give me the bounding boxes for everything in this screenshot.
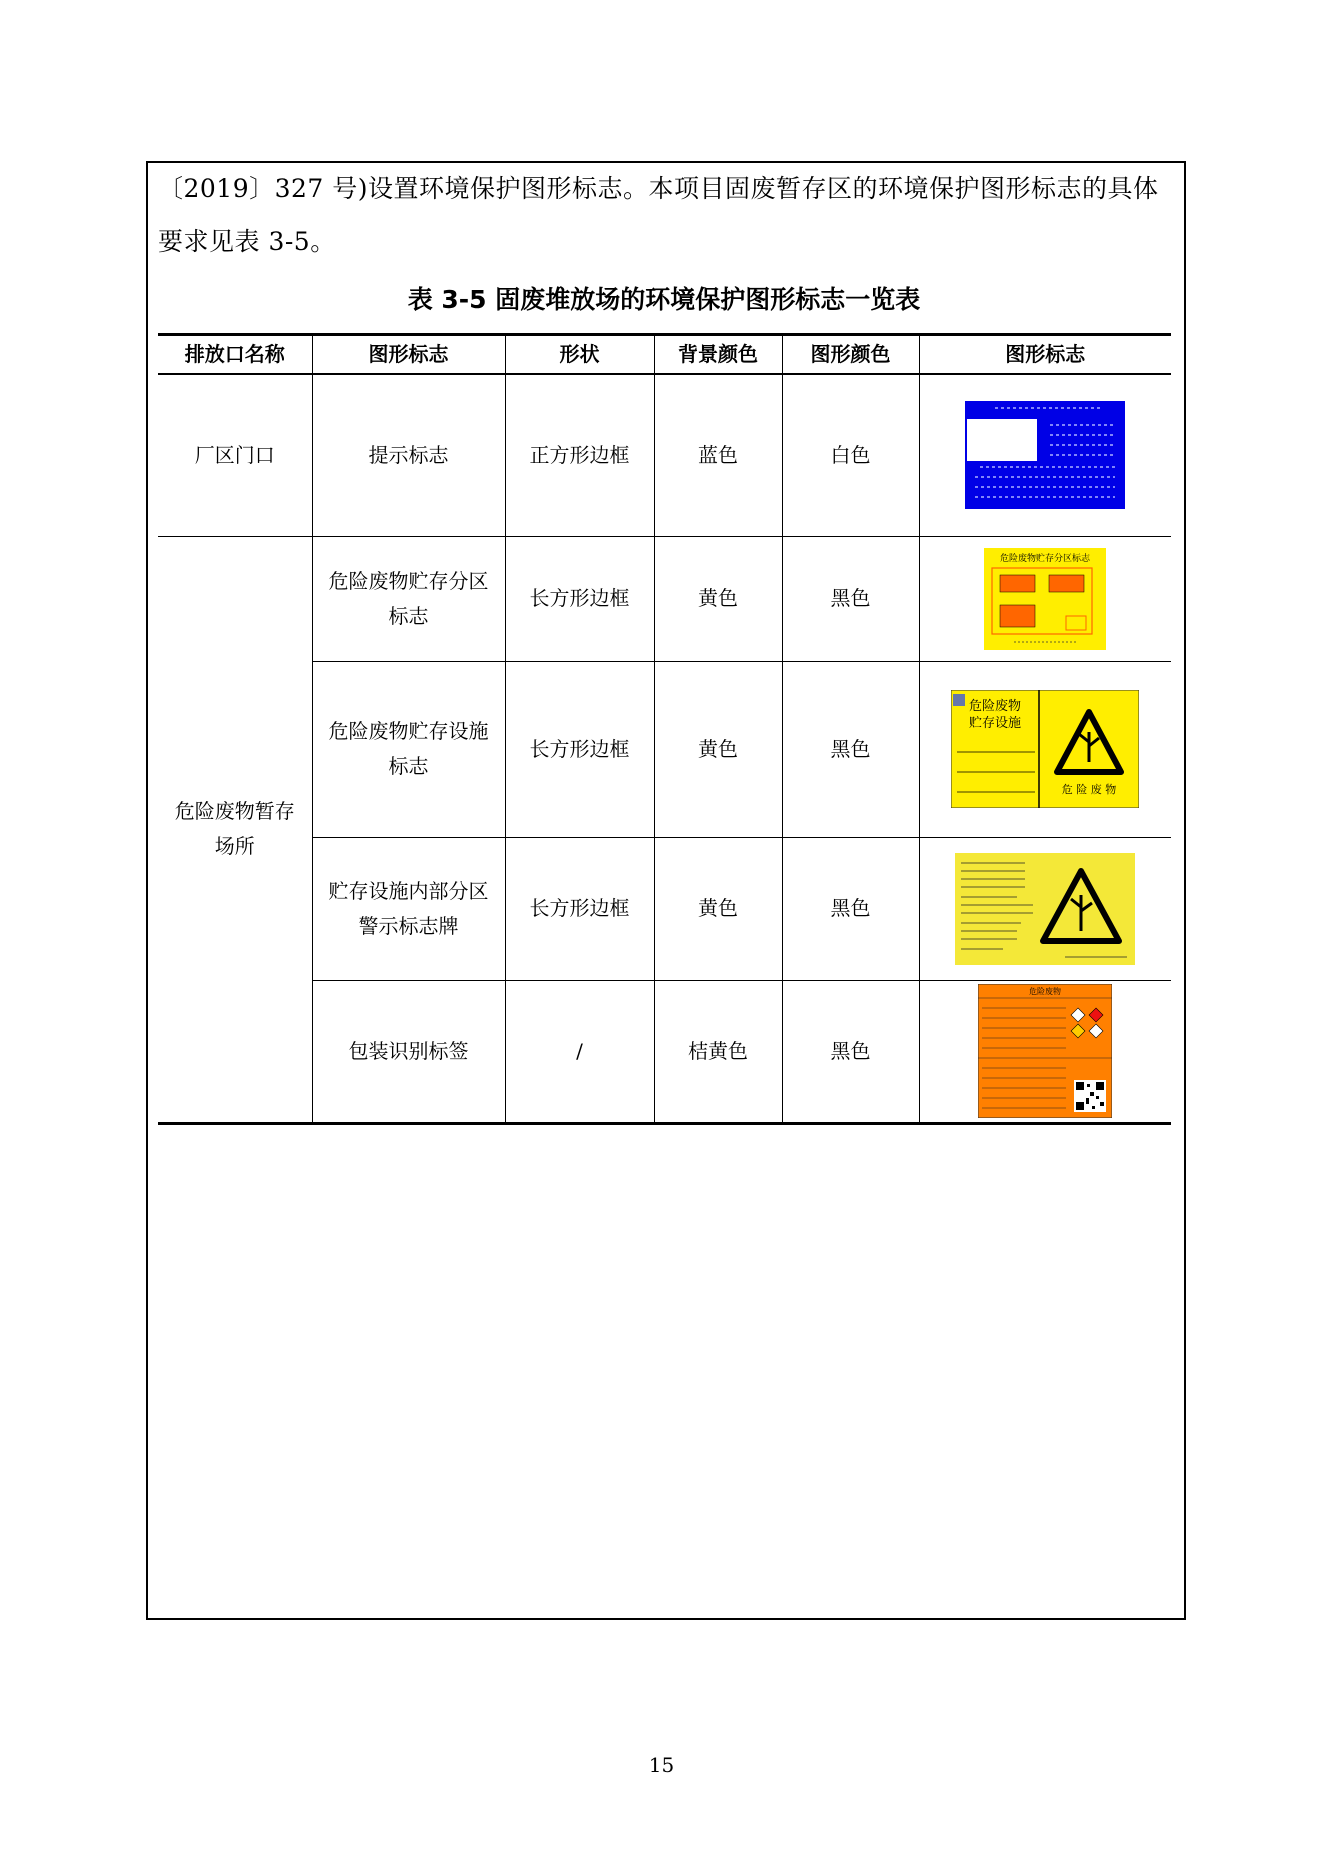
- cell-fg: 黑色: [782, 980, 919, 1123]
- cell-sign: 提示标志: [312, 374, 505, 536]
- cell-image: [919, 837, 1171, 980]
- package-label-image: [978, 984, 1112, 1118]
- body-paragraph: 〔2019〕327 号)设置环境保护图形标志。本项目固废暂存区的环境保护图形标志的具体要求见表 3-5。: [158, 174, 1159, 256]
- header-sign-image: 图形标志: [919, 335, 1171, 375]
- cell-bg: 黄色: [654, 837, 782, 980]
- table-header-row: [158, 335, 1171, 375]
- cell-shape: 长方形边框: [505, 837, 654, 980]
- cell-shape: 长方形边框: [505, 661, 654, 837]
- cell-fg: 白色: [782, 374, 919, 536]
- cell-bg: 桔黄色: [654, 980, 782, 1123]
- header-outlet: 排放口名称: [158, 335, 312, 375]
- zone-sign-image: [984, 548, 1106, 650]
- warning-board-image: [955, 853, 1135, 965]
- cell-fg: 黑色: [782, 536, 919, 661]
- cell-outlet: 厂区门口: [158, 374, 312, 536]
- facility-sign-title-1: 危险废物: [969, 699, 1022, 714]
- zone-sign-title: 危险废物贮存分区标志: [1000, 553, 1091, 564]
- page-number: 15: [648, 1753, 675, 1777]
- cell-fg: 黑色: [782, 837, 919, 980]
- table-caption: 表 3-5 固废堆放场的环境保护图形标志一览表: [407, 285, 921, 314]
- cell-sign: 包装识别标签: [312, 980, 505, 1123]
- cell-bg: 黄色: [654, 536, 782, 661]
- cell-sign: 贮存设施内部分区警示标志牌: [312, 837, 505, 980]
- cell-image: [919, 980, 1171, 1123]
- header-shape: 形状: [505, 335, 654, 375]
- facility-sign-title-2: 贮存设施: [969, 716, 1022, 731]
- cell-sign: 危险废物贮存设施标志: [312, 661, 505, 837]
- cell-bg: 黄色: [654, 661, 782, 837]
- cell-image: [919, 536, 1171, 661]
- header-bg-color: 背景颜色: [654, 335, 782, 375]
- cell-sign: 危险废物贮存分区标志: [312, 536, 505, 661]
- cell-outlet: 危险废物暂存场所: [158, 536, 312, 1123]
- cell-image: [919, 661, 1171, 837]
- table-row: [158, 536, 1171, 661]
- cell-shape: /: [505, 980, 654, 1123]
- cell-shape: 长方形边框: [505, 536, 654, 661]
- header-sign: 图形标志: [312, 335, 505, 375]
- cell-shape: 正方形边框: [505, 374, 654, 536]
- cell-image: [919, 374, 1171, 536]
- blue-notice-sign-image: [965, 401, 1125, 509]
- cell-fg: 黑色: [782, 661, 919, 837]
- sign-table: [158, 333, 1171, 1125]
- table-row: [158, 374, 1171, 536]
- facility-sign-caption: 危 险 废 物: [1062, 783, 1117, 796]
- header-fg-color: 图形颜色: [782, 335, 919, 375]
- package-label-title: 危险废物: [1029, 987, 1062, 996]
- cell-bg: 蓝色: [654, 374, 782, 536]
- facility-sign-image: [951, 690, 1139, 808]
